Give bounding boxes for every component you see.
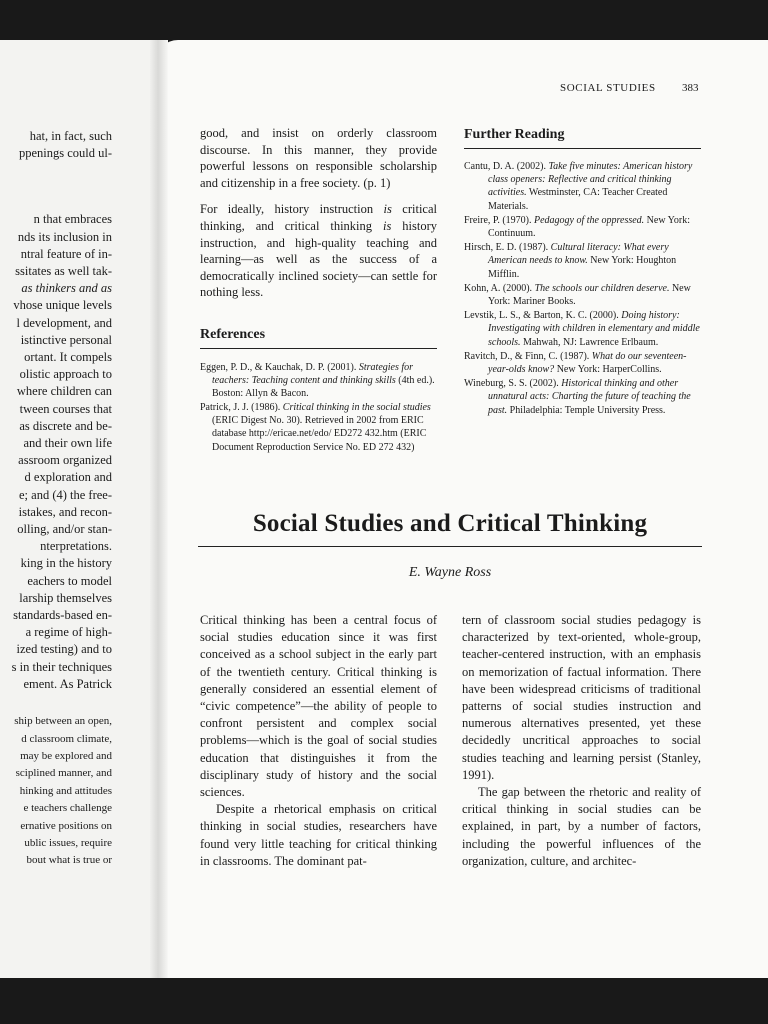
text-line: s in their techniques bbox=[11, 659, 112, 674]
article-column-right bbox=[462, 612, 701, 870]
text-line: may be explored and bbox=[20, 749, 112, 762]
paragraph: tern of classroom social studies pedagogy is characterized by text-oriented, whole-group, teacher-centered instruction, with an emphasis on memorization of factual information. There have been widespread criticisms of traditional patterns of social studies instruction and numerous alternatives presented, yet these decidedly uncritical approaches to social studies teaching and learning persist (Stanley, 1991). bbox=[462, 613, 701, 782]
paragraph: For ideally, history instruction is critical thinking, and critical thinking is history instruction, and high-quality teaching and learning—as well as the success of a democratically inclined society—can settle for nothing less. bbox=[200, 202, 438, 300]
text-line: nds its inclusion in bbox=[17, 229, 112, 244]
text-line: larship themselves bbox=[19, 590, 112, 605]
left-page-text bbox=[0, 128, 112, 870]
reading-item: Hirsch, E. D. (1987). Cultural literacy: What every American needs to know. New York: Houghton Mifflin. bbox=[464, 242, 677, 280]
paragraph: The gap between the rhetoric and reality of critical thinking in social studies can be explained, in part, by a number of factors, including the powerful influences of the organization, culture, and architec- bbox=[462, 785, 701, 868]
reading-item: Levstik, L. S., & Barton, K. C. (2000). Doing history: Investigating with children in elementary and middle schools. Mahwah, NJ: Lawrence Erlbaum. bbox=[464, 310, 700, 348]
text-line: tween courses that bbox=[19, 401, 112, 416]
text-line: vhose unique levels bbox=[13, 298, 112, 313]
reading-item: Wineburg, S. S. (2002). Historical thinking and other unnatural acts: Charting the future of teaching the past. Philadelphia: Temple University Press. bbox=[464, 378, 691, 416]
text-line: hat, in fact, such bbox=[29, 129, 112, 143]
reading-item: Ravitch, D., & Finn, C. (1987). What do our seventeen-year-olds know? New York: HarperCollins. bbox=[464, 350, 687, 376]
text-line: ement. As Patrick bbox=[23, 676, 112, 691]
text-line: ssitates as well tak- bbox=[15, 264, 112, 279]
reference-item: Patrick, J. J. (1986). Critical thinking in the social studies (ERIC Digest No. 30). Retrieved in 2002 from ERIC database http://ericae.net/edo/ ED272 432.htm (ERIC Document Reproduction Service No. ED 272 432) bbox=[200, 402, 431, 453]
text-line: ship between an open, bbox=[14, 715, 112, 728]
text-line: ized testing) and to bbox=[16, 642, 112, 657]
text-line: nterpretations. bbox=[40, 539, 112, 554]
text-line: king in the history bbox=[20, 556, 112, 571]
reference-item: Eggen, P. D., & Kauchak, D. P. (2001). Strategies for teachers: Teaching content and thinking skills (4th ed.). Boston: Allyn & Bacon. bbox=[200, 362, 435, 400]
paragraph: Critical thinking has been a central focus of social studies education since it was first conceived as a school subject in the early part of the twentieth century. Critical thinking is generally considered an essential element of “civic competence”—the ability of people to confront persistent and complex social problems—which is the goal of social studies education that distinguishes it from the disciplinary study of history and the social sciences. bbox=[200, 613, 437, 800]
references-heading: References bbox=[200, 327, 437, 349]
quote-continuation bbox=[200, 125, 437, 301]
references-list bbox=[200, 361, 437, 455]
article-title: Social Studies and Critical Thinking bbox=[198, 510, 702, 547]
text-line: as thinkers and as bbox=[21, 281, 112, 296]
text-line: olling, and/or stan- bbox=[17, 522, 112, 537]
reading-item: Cantu, D. A. (2002). Take five minutes: American history class openers: Reflective and critical thinking activities. Westminster, CA: Teacher Created Materials. bbox=[464, 161, 693, 212]
scan-border-bottom bbox=[0, 978, 768, 1024]
text-line: ntral feature of in- bbox=[20, 246, 112, 261]
text-line: a regime of high- bbox=[25, 625, 112, 640]
book-gutter bbox=[150, 40, 168, 984]
text-line: assroom organized bbox=[18, 453, 112, 468]
text-line: ppenings could ul- bbox=[18, 146, 112, 161]
text-line: istakes, and recon- bbox=[18, 504, 112, 519]
text-line: d exploration and bbox=[24, 470, 112, 485]
text-line: hinking and attitudes bbox=[19, 784, 112, 797]
running-head: SOCIAL STUDIES bbox=[560, 82, 656, 94]
text-line: bout what is true or bbox=[26, 854, 112, 867]
text-line: as discrete and be- bbox=[19, 418, 112, 433]
text-line: where children can bbox=[16, 384, 112, 399]
running-header bbox=[560, 82, 699, 94]
text-line: l development, and bbox=[16, 315, 112, 330]
text-line: standards-based en- bbox=[13, 608, 112, 623]
text-line: sciplined manner, and bbox=[15, 767, 112, 780]
further-reading-heading: Further Reading bbox=[464, 127, 701, 149]
text-line: e teachers challenge bbox=[23, 802, 112, 815]
page-number: 383 bbox=[682, 82, 699, 94]
text-line: ernative positions on bbox=[20, 819, 112, 832]
paragraph: good, and insist on orderly classroom discourse. In this manner, they provide powerful lessons on responsible scholarship and citizenship in a free society. (p. 1) bbox=[200, 126, 437, 190]
text-line: and their own life bbox=[23, 436, 112, 451]
article-column-left bbox=[200, 612, 437, 870]
text-line: ortant. It compels bbox=[24, 350, 112, 365]
reading-item: Kohn, A. (2000). The schools our children deserve. New York: Mariner Books. bbox=[464, 282, 691, 308]
text-line: eachers to model bbox=[27, 573, 112, 588]
text-line: d classroom climate, bbox=[21, 732, 112, 745]
text-line: istinctive personal bbox=[20, 332, 112, 347]
text-line: olistic approach to bbox=[19, 367, 112, 382]
text-line: ublic issues, require bbox=[24, 836, 112, 849]
further-reading-list bbox=[464, 160, 702, 418]
text-line: n that embraces bbox=[33, 212, 112, 227]
paragraph: Despite a rhetorical emphasis on critical thinking in social studies, researchers have found very little teaching for critical thinking in classrooms. The dominant pat- bbox=[200, 802, 437, 868]
text-line: e; and (4) the free- bbox=[19, 487, 112, 502]
reading-item: Freire, P. (1970). Pedagogy of the oppressed. New York: Continuum. bbox=[464, 214, 691, 240]
article-author: E. Wayne Ross bbox=[408, 565, 492, 580]
